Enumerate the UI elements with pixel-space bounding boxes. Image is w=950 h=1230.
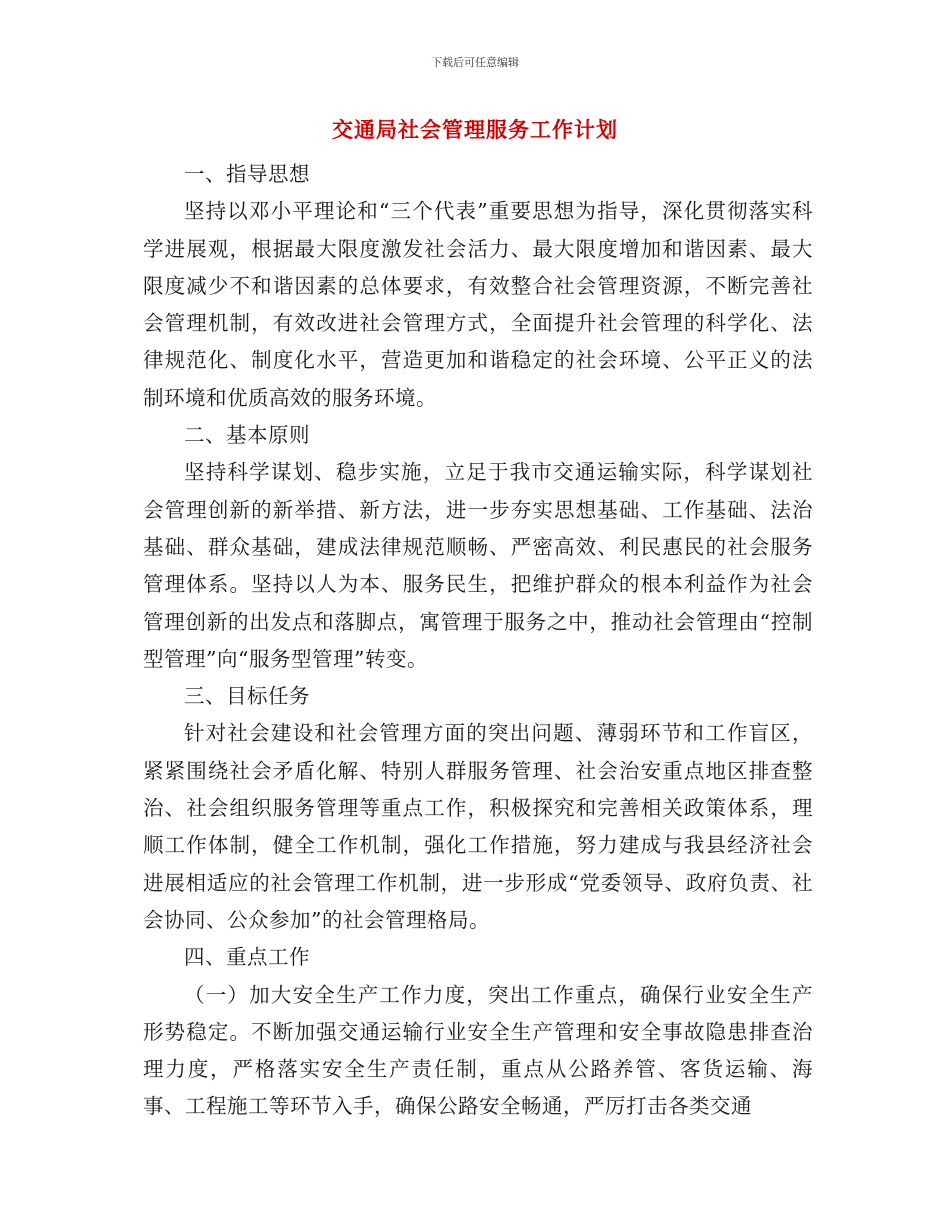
paragraph-1: 坚持以邓小平理论和“三个代表”重要思想为指导，深化贯彻落实科学进展观，根据最大限度激发社会活力、最大限度增加和谐因素、最大限度减少不和谐因素的总体要求，有效整合社会管理资源，不断完善社会管理机制，有效改进社会管理方式，全面提升社会管理的科学化、法律规范化、制度化水平，营造更加和谐稳定的社会环境、公平正义的法制环境和优质高效的服务环境。 (143, 199, 813, 410)
paragraph-2: 坚持科学谋划、稳步实施，立足于我市交通运输实际，科学谋划社会管理创新的新举措、新方法，进一步夯实思想基础、工作基础、法治基础、群众基础，建成法律规范顺畅、严密高效、利民惠民的社会服务管理体系。坚持以人为本、服务民生，把维护群众的根本利益作为社会管理创新的出发点和落脚点，寓管理于服务之中，推动社会管理由“控制型管理”向“服务型管理”转变。 (143, 460, 813, 671)
header-note: 下载后可任意编辑 (431, 56, 519, 69)
document-title: 交通局社会管理服务工作计划 (332, 117, 618, 142)
section-heading-2: 二、基本原则 (184, 423, 310, 448)
section-heading-3: 三、目标任务 (184, 684, 310, 709)
section-heading-1: 一、指导思想 (184, 162, 310, 186)
paragraph-3: 针对社会建设和社会管理方面的突出问题、薄弱环节和工作盲区，紧紧围绕社会矛盾化解、特别人群服务管理、社会治安重点地区排查整治、社会组织服务管理等重点工作，积极探究和完善相关政策体系，理顺工作体制，健全工作机制，强化工作措施，努力建成与我县经济社会进展相适应的社会管理工作机制，进一步形成“党委领导、政府负责、社会协同、公众参加”的社会管理格局。 (143, 721, 813, 932)
paragraph-4: （一）加大安全生产工作力度，突出工作重点，确保行业安全生产形势稳定。不断加强交通运输行业安全生产管理和安全事故隐患排查治理力度，严格落实安全生产责任制，重点从公路养管、客货运输、海事、工程施工等环节入手，确保公路安全畅通，严厉打击各类交通 (143, 982, 813, 1119)
document-body (143, 156, 813, 1126)
section-heading-4: 四、重点工作 (184, 945, 310, 970)
